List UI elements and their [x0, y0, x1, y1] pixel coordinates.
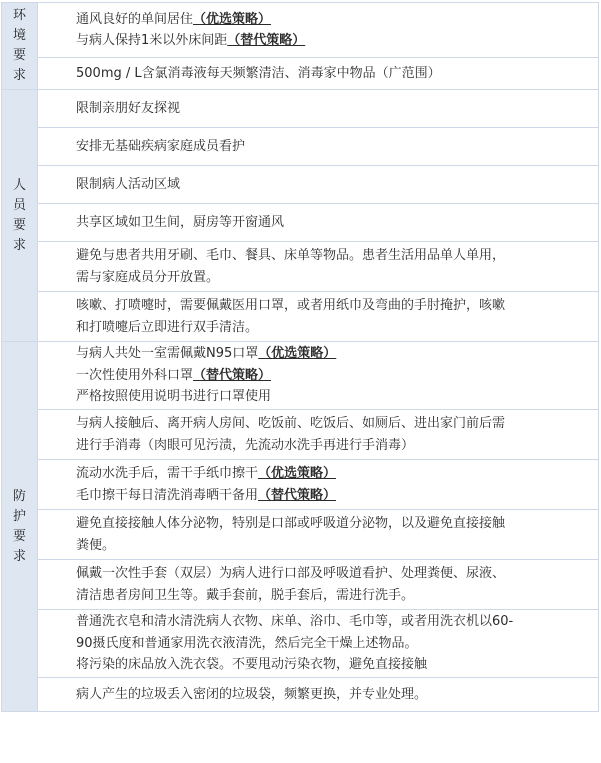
guideline-text: 限制亲朋好友探视: [76, 100, 181, 116]
category-cell: [2, 3, 38, 90]
guideline-line: [76, 684, 588, 706]
guideline-text: 严格按照使用说明书进行口罩使用: [76, 389, 272, 405]
strategy-tag: （替代策略）: [258, 487, 337, 503]
guideline-line: [76, 9, 588, 31]
guideline-text: 避免与患者共用牙刷、毛巾、餐具、床单等物品。患者生活用品单人单用，: [76, 248, 506, 263]
guideline-line: [76, 463, 588, 485]
table-row: [2, 460, 599, 510]
guideline-cell: [38, 204, 599, 242]
category-label: 人员要求: [12, 177, 26, 253]
guideline-line: [76, 295, 588, 317]
guideline-line: [76, 654, 588, 676]
guideline-text: 避免直接接触人体分泌物，特别是口部或呼吸道分泌物，以及避免直接接触: [76, 516, 506, 531]
category-label: 防护要求: [12, 488, 26, 564]
guideline-text: 与病人接触后、离开病人房间、吃饭前、吃饭后、如厕后、进出家门前后需: [76, 416, 506, 431]
guideline-cell: [38, 342, 599, 410]
guideline-line: [76, 317, 588, 339]
guideline-text: 一次性使用外科口罩: [76, 367, 194, 383]
guideline-line: [76, 267, 588, 289]
guideline-cell: [38, 678, 599, 712]
guideline-text: 和打喷嚏后立即进行双手清洁。: [76, 319, 259, 335]
table-row: [2, 610, 599, 678]
table-row: [2, 3, 599, 58]
guideline-line: [76, 136, 588, 158]
guideline-line: [76, 633, 588, 655]
guideline-line: [76, 343, 588, 365]
guideline-text: 与病人保持1米以外床间距: [76, 33, 228, 48]
guideline-cell: [38, 166, 599, 204]
guideline-cell: [38, 3, 599, 58]
guideline-cell: [38, 510, 599, 560]
table-row: [2, 560, 599, 610]
table-row: [2, 292, 599, 342]
guideline-text: 进行手消毒（肉眼可见污渍，先流动水洗手再进行手消毒）: [76, 437, 415, 453]
table-row: [2, 90, 599, 128]
guideline-text: 共享区域如卫生间，厨房等开窗通风: [76, 214, 285, 230]
guideline-text: 与病人共处一室需佩戴N95口罩: [76, 346, 259, 362]
table-row: [2, 678, 599, 712]
guideline-line: [76, 563, 588, 585]
table-row: [2, 58, 599, 90]
guideline-line: [76, 98, 588, 120]
table-row: [2, 410, 599, 460]
category-cell: [2, 90, 38, 342]
guideline-text: 通风良好的单间居住: [76, 11, 194, 27]
guideline-line: [76, 413, 588, 435]
guideline-cell: [38, 90, 599, 128]
guideline-text: 流动水洗手后，需干手纸巾擦干: [76, 466, 259, 481]
table-row: [2, 242, 599, 292]
guideline-text: 普通洗衣皂和清水清洗病人衣物、床单、浴巾、毛巾等，或者用洗衣机以60-: [76, 614, 514, 630]
guideline-cell: [38, 410, 599, 460]
guideline-line: [76, 485, 588, 507]
strategy-tag: （优选策略）: [258, 346, 337, 362]
guideline-line: [76, 535, 588, 557]
guideline-cell: [38, 242, 599, 292]
guideline-text: 将污染的床品放入洗衣袋。不要甩动污染衣物，避免直接接触: [76, 657, 428, 673]
guideline-cell: [38, 128, 599, 166]
guideline-text: 毛巾擦干每日清洗消毒晒干备用: [76, 487, 259, 503]
guidelines-table-wrap: [1, 2, 599, 712]
guideline-text: 清洁患者房间卫生等。戴手套前，脱手套后，需进行洗手。: [76, 587, 415, 603]
category-cell: [2, 342, 38, 712]
guideline-cell: [38, 58, 599, 90]
guideline-text: 咳嗽、打喷嚏时，需要佩戴医用口罩，或者用纸巾及弯曲的手肘掩护，咳嗽: [76, 298, 506, 313]
table-row: [2, 128, 599, 166]
guideline-text: 佩戴一次性手套（双层）为病人进行口部及呼吸道看护、处理粪便、尿液、: [76, 566, 506, 581]
strategy-tag: （替代策略）: [193, 367, 272, 383]
guideline-line: [76, 212, 588, 234]
table-row: [2, 166, 599, 204]
guideline-line: [76, 30, 588, 52]
guideline-line: [76, 365, 588, 387]
guideline-text: 安排无基础疾病家庭成员看护: [76, 138, 246, 154]
guideline-text: 需与家庭成员分开放置。: [76, 269, 220, 285]
strategy-tag: （优选策略）: [258, 466, 337, 481]
guideline-line: [76, 63, 588, 85]
guideline-text: 粪便。: [76, 537, 116, 553]
guideline-text: 90摄氏度和普通家用洗衣液清洗，然后完全干燥上述物品。: [76, 635, 418, 651]
table-row: [2, 342, 599, 410]
guideline-cell: [38, 460, 599, 510]
strategy-tag: （优选策略）: [193, 11, 272, 27]
category-label: 环境要求: [12, 8, 26, 83]
guideline-cell: [38, 560, 599, 610]
guideline-text: 500mg / L含氯消毒液每天频繁清洁、消毒家中物品（广范围）: [76, 65, 441, 81]
guideline-text: 病人产生的垃圾丢入密闭的垃圾袋，频繁更换，并专业处理。: [76, 686, 428, 702]
guideline-line: [76, 611, 588, 633]
guideline-line: [76, 386, 588, 408]
guideline-line: [76, 513, 588, 535]
guideline-line: [76, 245, 588, 267]
guideline-line: [76, 585, 588, 607]
guideline-cell: [38, 292, 599, 342]
guideline-text: 限制病人活动区域: [76, 176, 181, 192]
guideline-cell: [38, 610, 599, 678]
table-row: [2, 204, 599, 242]
table-row: [2, 510, 599, 560]
guideline-line: [76, 174, 588, 196]
strategy-tag: （替代策略）: [227, 33, 306, 48]
guideline-line: [76, 435, 588, 457]
home-isolation-guidelines-table: [1, 2, 599, 712]
